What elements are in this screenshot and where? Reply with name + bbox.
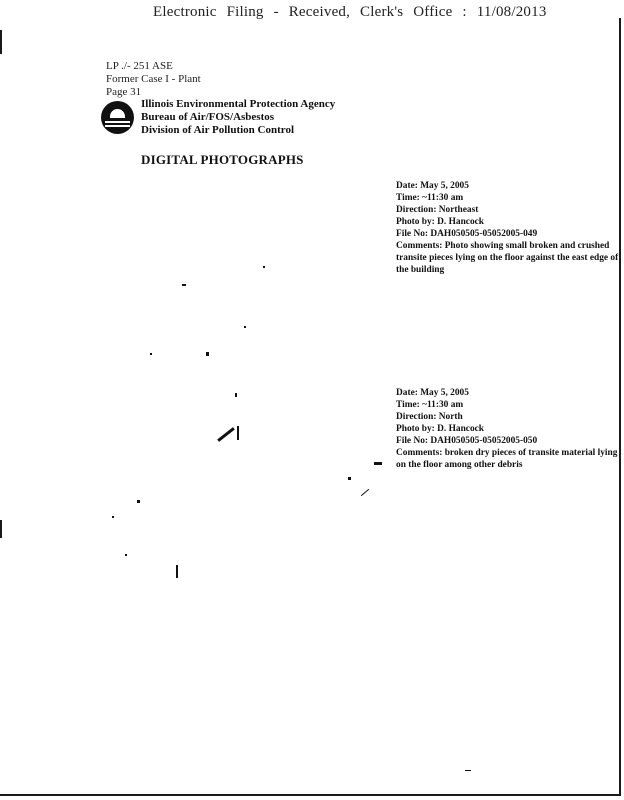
photo-caption-1 bbox=[396, 180, 622, 276]
scan-edge-left-mark bbox=[0, 520, 2, 538]
scan-speck bbox=[150, 353, 152, 355]
page-title: DIGITAL PHOTOGRAPHS bbox=[141, 152, 304, 167]
scan-speck bbox=[235, 393, 237, 397]
photo-direction: Direction: North bbox=[396, 412, 463, 422]
photo-date: Date: May 5, 2005 bbox=[396, 388, 469, 398]
photo-comments: Comments: broken dry pieces of transite material lying on the floor among other debris bbox=[396, 448, 618, 470]
scan-speck bbox=[206, 352, 209, 356]
document-header bbox=[106, 60, 201, 99]
agency-text bbox=[141, 98, 335, 137]
case-name-line: Former Case I - Plant bbox=[106, 73, 201, 85]
scan-speck bbox=[244, 326, 246, 328]
division-name: Division of Air Pollution Control bbox=[141, 124, 295, 136]
bureau-name: Bureau of Air/FOS/Asbestos bbox=[141, 111, 275, 123]
scan-speck bbox=[374, 462, 382, 465]
photo-caption-2 bbox=[396, 387, 622, 471]
photo-direction: Direction: Northeast bbox=[396, 205, 479, 215]
scan-speck bbox=[263, 266, 265, 268]
scan-speck bbox=[361, 489, 369, 496]
scan-speck bbox=[237, 426, 239, 440]
photo-comments: Comments: Photo showing small broken and crushed transite pieces lying on the floor against the east edge of the building bbox=[396, 241, 619, 275]
agency-name: Illinois Environmental Protection Agency bbox=[141, 98, 336, 110]
case-line: LP ./- 251 ASE bbox=[106, 60, 173, 72]
scan-speck bbox=[465, 770, 471, 771]
scan-speck bbox=[125, 554, 127, 556]
scan-speck bbox=[182, 284, 186, 286]
scan-speck bbox=[176, 565, 178, 578]
scan-speck bbox=[137, 500, 140, 503]
photo-time: Time: ~11:30 am bbox=[396, 400, 464, 410]
photo-date: Date: May 5, 2005 bbox=[396, 181, 469, 191]
scan-speck bbox=[217, 427, 235, 442]
scan-edge-bottom bbox=[0, 794, 621, 796]
photo-time: Time: ~11:30 am bbox=[396, 193, 464, 203]
agency-logo-icon bbox=[101, 101, 134, 134]
filing-stamp: Electronic Filing - Received, Clerk's Office : 11/08/2013 bbox=[153, 4, 547, 20]
scan-speck bbox=[348, 477, 351, 480]
page-number: Page 31 bbox=[106, 86, 142, 98]
photo-file-number: File No: DAH050505-05052005-049 bbox=[396, 229, 538, 239]
photo-photographer: Photo by: D. Hancock bbox=[396, 217, 485, 227]
photo-file-number: File No: DAH050505-05052005-050 bbox=[396, 436, 538, 446]
scan-edge-left-mark bbox=[0, 30, 2, 54]
photo-photographer: Photo by: D. Hancock bbox=[396, 424, 485, 434]
scan-speck bbox=[112, 516, 114, 518]
